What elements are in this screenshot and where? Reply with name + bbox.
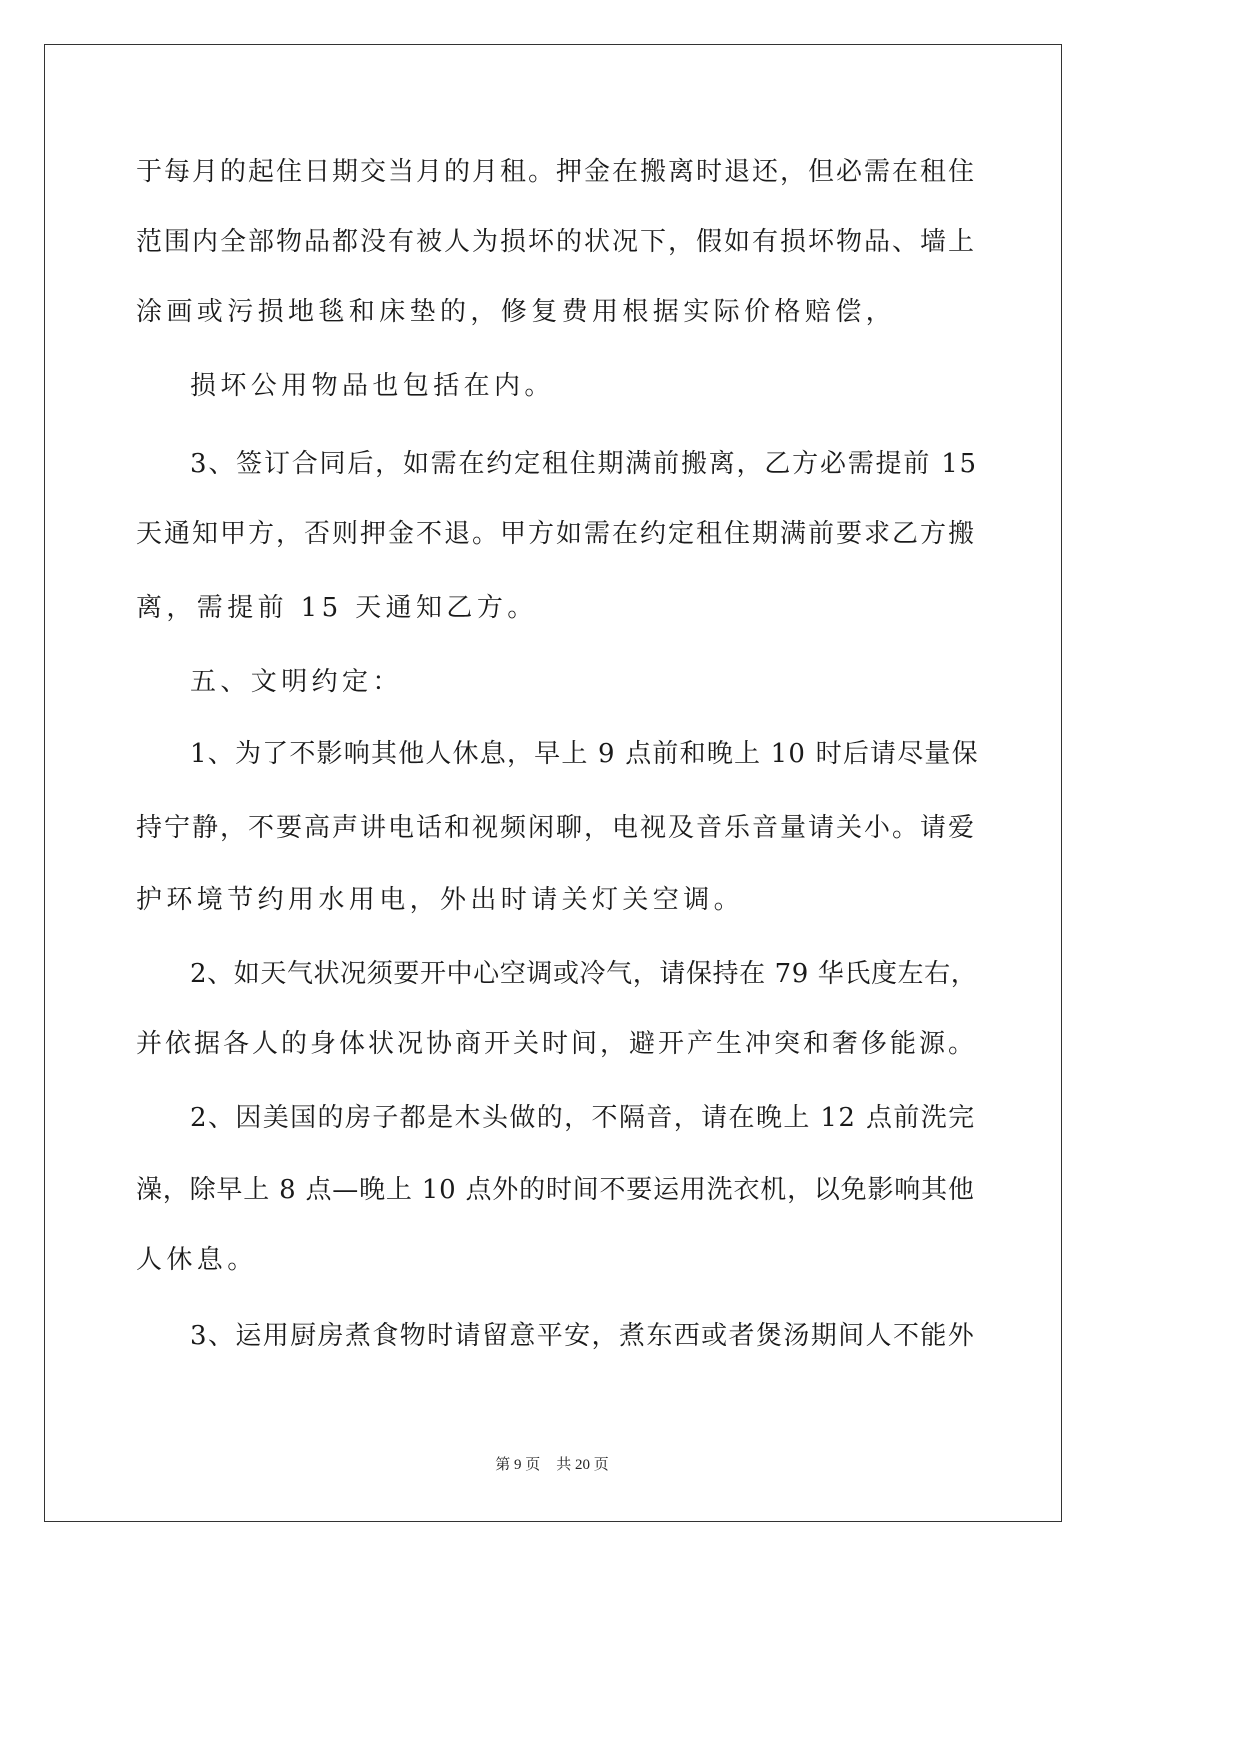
page-footer	[0, 1456, 1104, 1474]
page-total: 共 20 页	[556, 1457, 609, 1473]
body-line: 于每月的起住日期交当月的月租。押金在搬离时退还，但必需在租住	[136, 157, 977, 187]
body-line: 损坏公用物品也包括在内。	[190, 371, 555, 401]
page-border	[44, 44, 1062, 1522]
body-line: 澡，除早上 8 点—晚上 10 点外的时间不要运用洗衣机，以免影响其他	[136, 1175, 975, 1205]
body-line: 3、签订合同后，如需在约定租住期满前搬离，乙方必需提前 15	[190, 449, 978, 479]
body-line: 持宁静，不要高声讲电话和视频闲聊，电视及音乐音量请关小。请爱	[136, 813, 977, 843]
body-line: 3、运用厨房煮食物时请留意平安，煮东西或者煲汤期间人不能外	[190, 1321, 976, 1351]
body-line: 并依据各人的身体状况协商开关时间，避开产生冲突和奢侈能源。	[136, 1029, 978, 1059]
page-number: 第 9 页	[495, 1457, 541, 1473]
body-line: 范围内全部物品都没有被人为损坏的状况下，假如有损坏物品、墙上	[136, 227, 977, 257]
body-line: 天通知甲方，否则押金不退。甲方如需在约定租住期满前要求乙方搬	[136, 519, 977, 549]
section-heading: 五、文明约定：	[190, 667, 403, 697]
body-line: 涂画或污损地毯和床垫的，修复费用根据实际价格赔偿，	[136, 297, 897, 327]
body-line: 护环境节约用水用电，外出时请关灯关空调。	[136, 885, 745, 915]
body-line: 1、为了不影响其他人休息，早上 9 点前和晚上 10 时后请尽量保	[190, 739, 979, 769]
body-line: 人休息。	[136, 1245, 258, 1275]
body-line: 离，需提前 15 天通知乙方。	[136, 593, 538, 623]
body-line: 2、如天气状况须要开中心空调或冷气，请保持在 79 华氏度左右，	[190, 959, 978, 989]
body-line: 2、因美国的房子都是木头做的，不隔音，请在晚上 12 点前洗完	[190, 1103, 976, 1133]
